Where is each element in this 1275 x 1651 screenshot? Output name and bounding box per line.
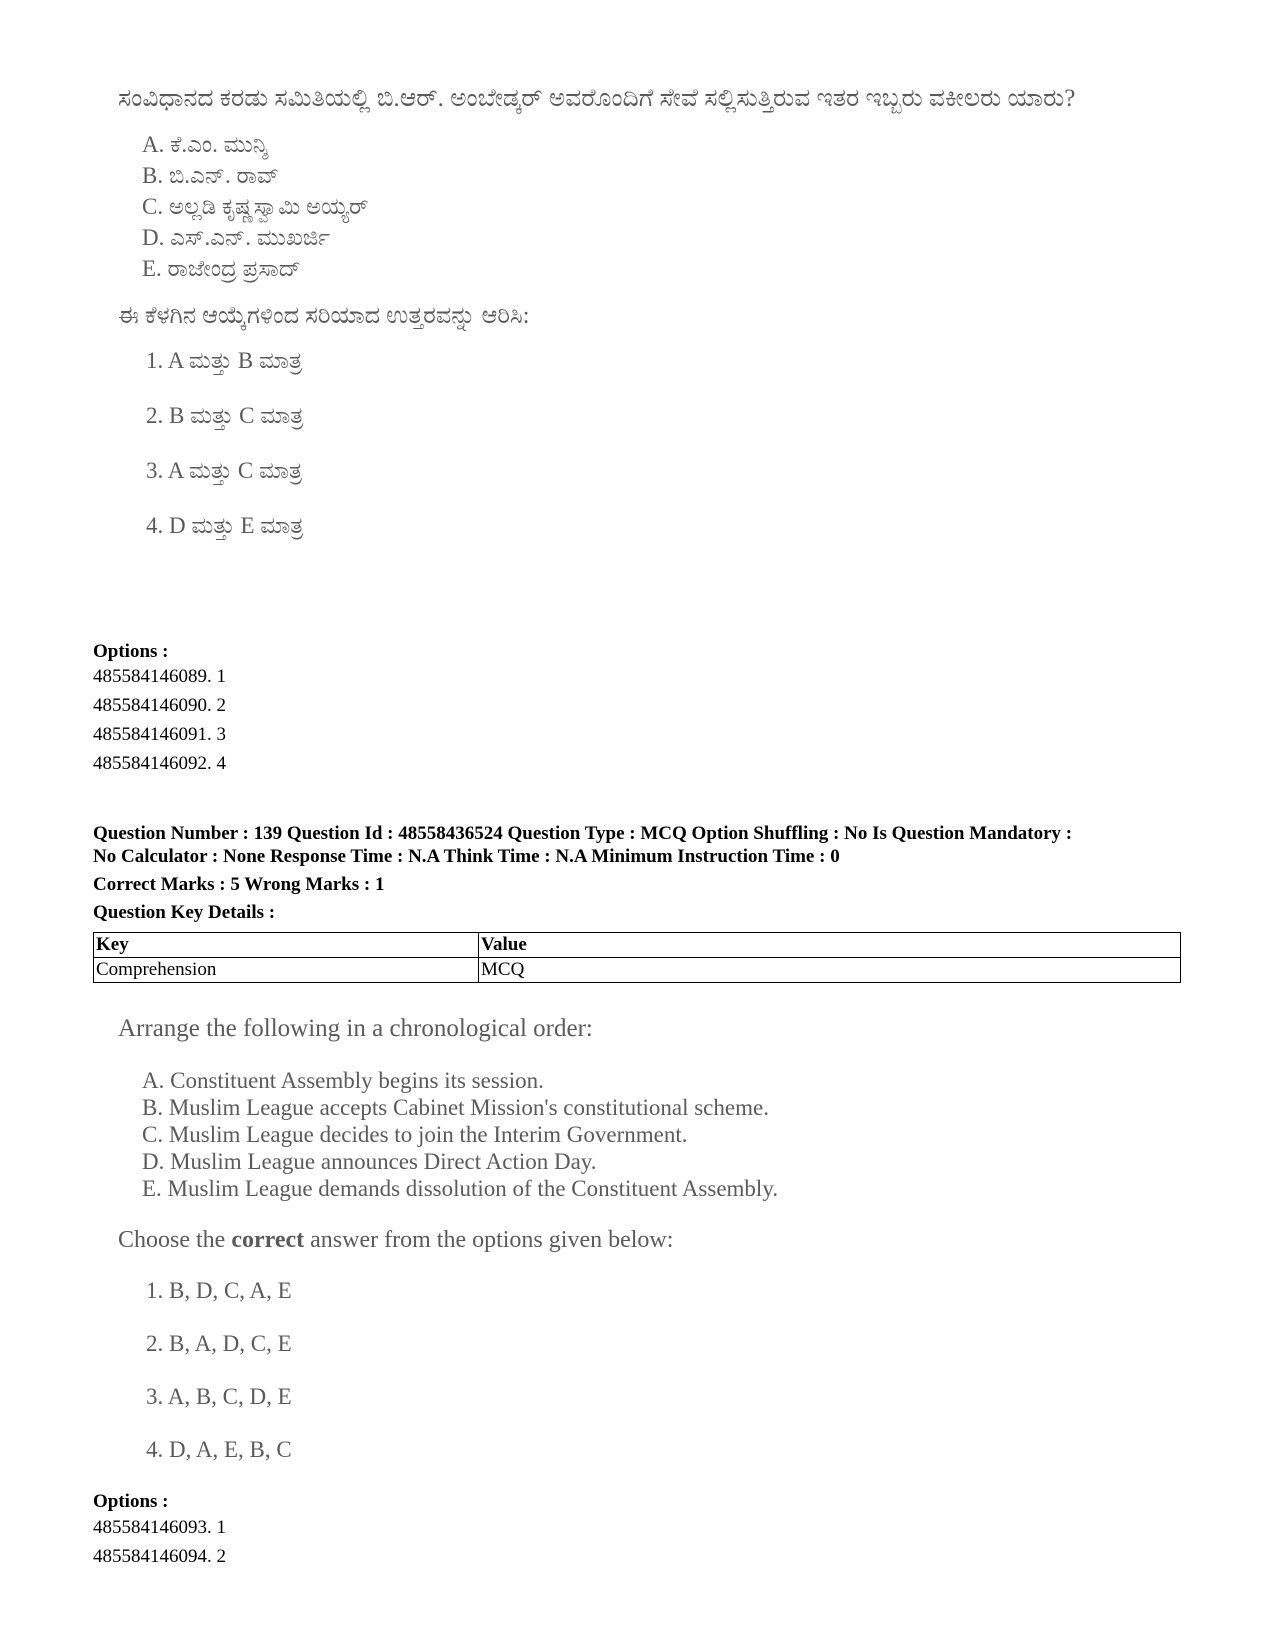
statement-item: C. Muslim League decides to join the Interim Government. xyxy=(142,1122,688,1147)
table-header-key: Key xyxy=(94,933,479,958)
answer-choice: 1. A ಮತ್ತು B ಮಾತ್ರ xyxy=(146,348,303,373)
question-stem: Arrange the following in a chronological order: xyxy=(118,1015,593,1042)
option-id: 485584146089. 1 xyxy=(93,666,226,687)
instruction-emphasis: correct xyxy=(231,1227,305,1253)
key-details-label: Question Key Details : xyxy=(93,902,276,923)
statement-item: A. Constituent Assembly begins its session. xyxy=(142,1068,544,1093)
statement-item: B. Muslim League accepts Cabinet Mission's constitutional scheme. xyxy=(142,1095,769,1120)
meta-line: No Calculator : None Response Time : N.A Think Time : N.A Minimum Instruction Time : 0 xyxy=(93,846,840,867)
meta-line: Question Number : 139 Question Id : 48558436524 Question Type : MCQ Option Shuffling : No Is Question Mandatory : xyxy=(93,823,1073,844)
question-instruction xyxy=(118,1224,1118,1256)
option-id: 485584146093. 1 xyxy=(93,1517,226,1538)
question-stem: ಸಂವಿಧಾನದ ಕರಡು ಸಮಿತಿಯಲ್ಲಿ ಬಿ.ಆರ್. ಅಂಬೇಡ್ಕರ್ ಅವರೊಂದಿಗೆ ಸೇವೆ ಸಲ್ಲಿಸುತ್ತಿರುವ ಇತರ ಇಬ್ಬರು ವಕೀಲರು ಯಾರು? xyxy=(118,85,1076,112)
options-label: Options : xyxy=(93,641,169,662)
instruction-text: answer from the options given below: xyxy=(304,1227,674,1253)
table-row xyxy=(94,958,1181,983)
option-id: 485584146091. 3 xyxy=(93,724,226,745)
answer-choice: 4. D, A, E, B, C xyxy=(146,1437,292,1462)
question-image-kannada xyxy=(118,82,1118,541)
table-header-row xyxy=(94,933,1181,958)
options-list xyxy=(93,1516,226,1574)
question-metadata xyxy=(93,822,1193,925)
question-instruction: ಈ ಕೆಳಗಿನ ಆಯ್ಕೆಗಳಿಂದ ಸರಿಯಾದ ಉತ್ತರವನ್ನು ಆರಿಸಿ: xyxy=(118,303,530,329)
answer-choice: 2. B ಮತ್ತು C ಮಾತ್ರ xyxy=(146,403,304,428)
answer-choice: 4. D ಮತ್ತು E ಮಾತ್ರ xyxy=(146,513,304,538)
answer-choice: 1. B, D, C, A, E xyxy=(146,1278,292,1303)
statement-item: A. ಕೆ.ಎಂ. ಮುನ್ಶಿ xyxy=(142,132,269,157)
key-details-table xyxy=(93,932,1181,983)
option-id: 485584146094. 2 xyxy=(93,1546,226,1567)
table-cell: Comprehension xyxy=(94,958,479,983)
statement-item: E. ರಾಜೇಂದ್ರ ಪ್ರಸಾದ್ xyxy=(142,256,302,281)
options-list xyxy=(93,665,226,781)
statement-item: C. ಅಲ್ಲಡಿ ಕೃಷ್ಣಸ್ವಾಮಿ ಅಯ್ಯರ್ xyxy=(142,194,369,219)
statement-item: B. ಬಿ.ಎನ್. ರಾವ್ xyxy=(142,163,280,188)
options-label: Options : xyxy=(93,1491,169,1512)
option-id: 485584146090. 2 xyxy=(93,695,226,716)
statement-item: E. Muslim League demands dissolution of the Constituent Assembly. xyxy=(142,1176,779,1201)
answer-choice: 3. A ಮತ್ತು C ಮಾತ್ರ xyxy=(146,458,303,483)
table-cell: MCQ xyxy=(479,958,1181,983)
table-header-value: Value xyxy=(479,933,1181,958)
instruction-text: Choose the xyxy=(118,1227,232,1253)
marks-line: Correct Marks : 5 Wrong Marks : 1 xyxy=(93,874,385,895)
answer-choice: 3. A, B, C, D, E xyxy=(146,1384,292,1409)
question-image-english xyxy=(118,1012,1118,1465)
statement-item: D. ಎಸ್.ಎನ್. ಮುಖರ್ಜಿ xyxy=(142,225,331,250)
statement-item: D. Muslim League announces Direct Action Day. xyxy=(142,1149,597,1174)
answer-choice: 2. B, A, D, C, E xyxy=(146,1331,292,1356)
option-id: 485584146092. 4 xyxy=(93,753,226,774)
